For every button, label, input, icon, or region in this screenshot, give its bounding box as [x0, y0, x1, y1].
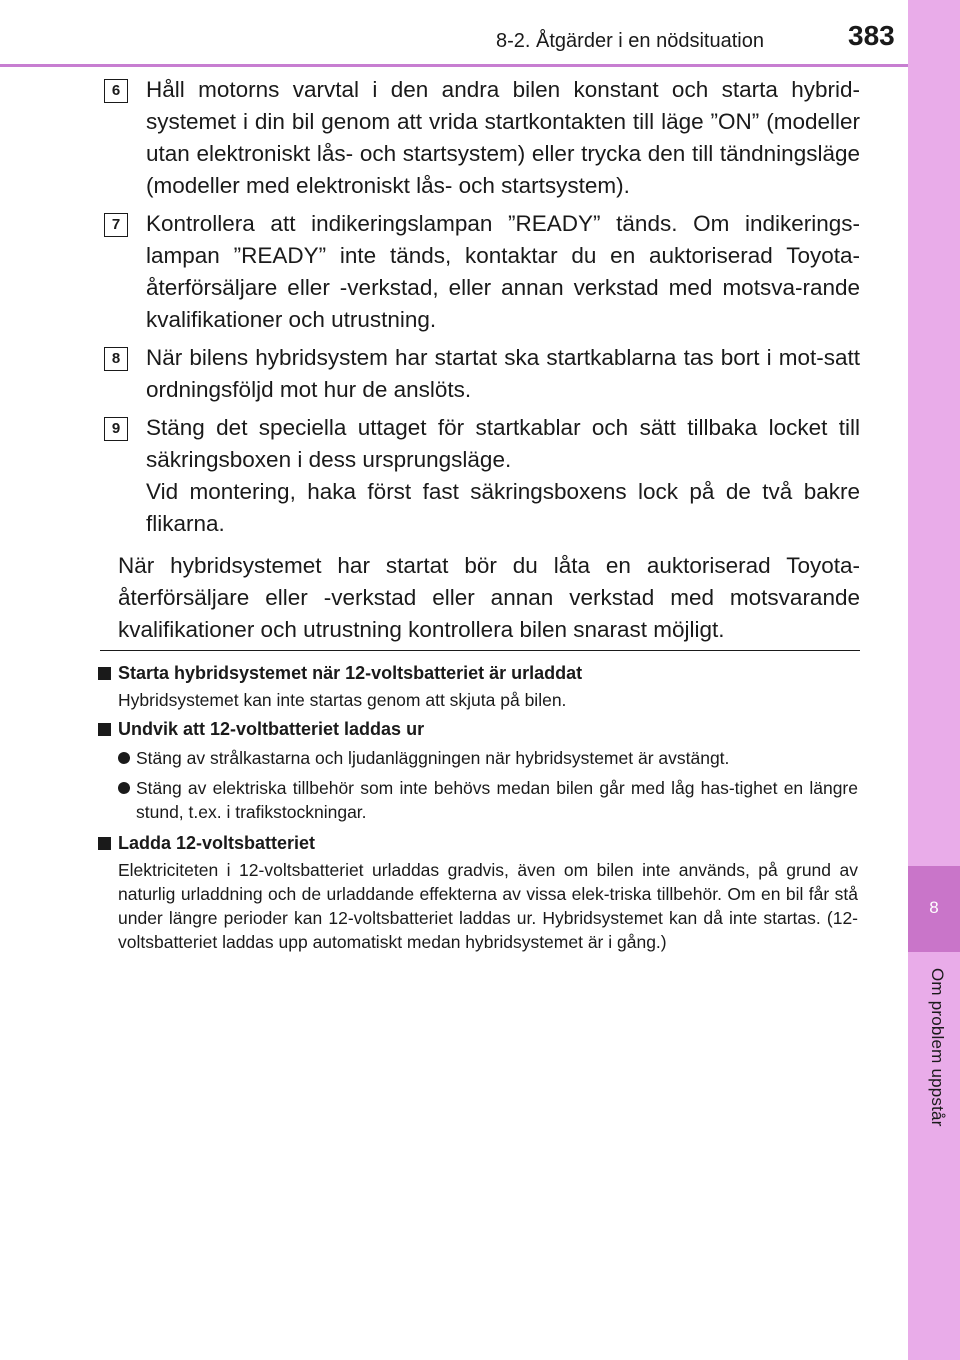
step-text: Stäng det speciella uttaget för startkablar och sätt tillbaka locket till säkringsboxen i dess ursprungsläge.: [146, 415, 860, 472]
step-item: [100, 342, 860, 406]
chapter-label: Om problem uppstår: [928, 968, 947, 1127]
page-number: 383: [848, 20, 895, 51]
note-body: Elektriciteten i 12-voltsbatteriet urladdas gradvis, även om bilen inte används, på grund av naturlig urladdning och de urladdande effekterna av vissa elek-triska tillbehör. Om en bil får stå under längre perioder kan 12-voltsbatteriet laddas ur. Hybridsystemet kan då inte startas. (12-voltsbatteriet laddas upp automatiskt medan hybridsystemet är i gång.): [118, 860, 858, 952]
note-bullet: [118, 776, 858, 824]
step-text-continued: Vid montering, haka först fast säkringsboxens lock på de två bakre flikarna.: [146, 479, 860, 536]
round-bullet-icon: [118, 752, 130, 764]
square-bullet-icon: [98, 667, 111, 680]
note-title: Undvik att 12-voltbatteriet laddas ur: [118, 719, 425, 739]
step-number-badge: 8: [104, 347, 128, 371]
step-item: [100, 412, 860, 540]
step-item: [100, 74, 860, 202]
step-item: [100, 208, 860, 336]
summary-paragraph: När hybridsystemet har startat bör du låta en auktoriserad Toyota-återförsäljare eller -verkstad eller annan verkstad med motsvarande kvalifikationer och utrustning kontrollera bilen snarast möjligt.: [118, 553, 860, 642]
note-title: Starta hybridsystemet när 12-voltsbatteriet är urladdat: [118, 663, 583, 683]
step-number-badge: 9: [104, 417, 128, 441]
step-number-badge: 7: [104, 213, 128, 237]
step-text: Håll motorns varvtal i den andra bilen konstant och starta hybrid-systemet i din bil genom att vrida startkontakten till läge ”ON” (modeller utan elektroniskt lås- och startsystem) eller trycka den till tändningsläge (modeller med elektroniskt lås- och startsystem).: [146, 77, 860, 198]
chapter-side-tab: [908, 0, 960, 1360]
note-bullet: [118, 746, 858, 770]
note-block: [98, 660, 858, 712]
bullet-text: Stäng av elektriska tillbehör som inte behövs medan bilen går med låg has-tighet en längre stund, t.ex. i trafikstockningar.: [136, 778, 858, 822]
chapter-number: 8: [929, 898, 939, 917]
section-title: 8-2. Åtgärder i en nödsituation: [496, 30, 764, 52]
notes-section: [98, 660, 858, 958]
main-content: [100, 74, 860, 646]
section-divider: [100, 650, 860, 651]
note-block: [98, 716, 858, 824]
header-rule: [0, 64, 908, 67]
step-text: Kontrollera att indikeringslampan ”READY” tänds. Om indikerings-lampan ”READY” inte tänds, kontaktar du en auktoriserad Toyota-återförsäljare eller -verkstad, eller annan verkstad med motsva-rande kvalifikationer och utrustning.: [146, 211, 860, 332]
step-number-badge: 6: [104, 79, 128, 103]
page-header: [0, 0, 908, 68]
note-title: Ladda 12-voltsbatteriet: [118, 833, 316, 853]
step-text: När bilens hybridsystem har startat ska startkablarna tas bort i mot-satt ordningsföljd mot hur de anslöts.: [146, 345, 860, 402]
note-block: [98, 830, 858, 954]
bullet-text: Stäng av strålkastarna och ljudanläggningen när hybridsystemet är avstängt.: [136, 748, 730, 768]
square-bullet-icon: [98, 723, 111, 736]
round-bullet-icon: [118, 782, 130, 794]
square-bullet-icon: [98, 837, 111, 850]
note-body: Hybridsystemet kan inte startas genom att skjuta på bilen.: [118, 690, 567, 710]
